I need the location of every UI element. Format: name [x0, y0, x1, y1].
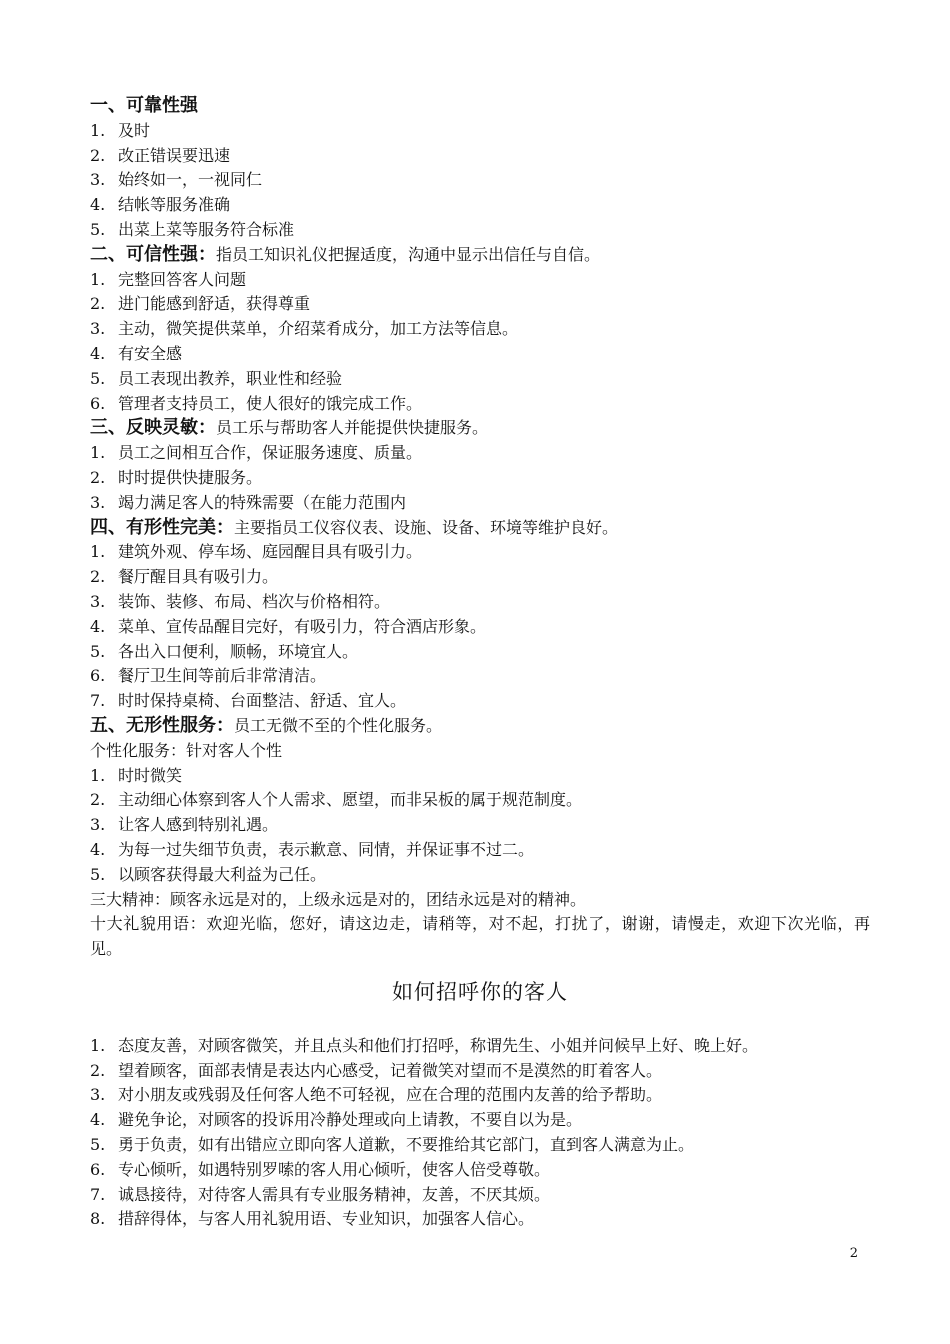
item-text: 及时 [118, 120, 151, 140]
list-item [90, 1133, 870, 1158]
item-text: 望着顾客，面部表情是表达内心感受，记着微笑对望而不是漠然的盯着客人。 [118, 1060, 663, 1080]
section-description: 员工乐与帮助客人并能提供快捷服务。 [216, 418, 489, 438]
section-1-heading-line [90, 94, 870, 119]
item-text: 装饰、装修、布局、档次与价格相符。 [118, 591, 391, 611]
item-text: 建筑外观、停车场、庭园醒目具有吸引力。 [118, 542, 423, 562]
ten-polite-phrases: 十大礼貌用语：欢迎光临，您好，请这边走，请稍等，对不起，打扰了，谢谢，请慢走，欢迎下次光临，再见。 [90, 914, 870, 959]
item-number: 5. [90, 864, 106, 884]
item-text: 管理者支持员工，使人很好的饿完成工作。 [118, 393, 423, 413]
section-description: 员工无微不至的个性化服务。 [234, 715, 443, 735]
item-number: 5. [90, 368, 106, 388]
item-text: 诚恳接待，对待客人需具有专业服务精神，友善，不厌其烦。 [118, 1184, 551, 1204]
item-text: 有安全感 [118, 343, 183, 363]
item-number: 3. [90, 319, 106, 339]
item-number: 2. [90, 294, 106, 314]
item-text: 主动，微笑提供菜单，介绍菜肴成分，加工方法等信息。 [118, 319, 519, 339]
item-number: 5. [90, 219, 106, 239]
item-number: 2. [90, 145, 106, 165]
list-item [90, 615, 870, 640]
item-text: 让客人感到特别礼遇。 [118, 815, 279, 835]
section-description: 主要指员工仪容仪表、设施、设备、环境等维护良好。 [234, 517, 619, 537]
item-text: 进门能感到舒适，获得尊重 [118, 294, 311, 314]
item-text: 员工之间相互合作，保证服务速度、质量。 [118, 443, 423, 463]
section-heading: 三、反映灵敏： [90, 417, 216, 439]
item-text: 始终如一，一视同仁 [118, 170, 263, 190]
list-item [90, 268, 870, 293]
item-number: 1. [90, 542, 106, 562]
section-5-heading-line [90, 714, 870, 739]
item-text: 以顾客获得最大利益为己任。 [118, 864, 327, 884]
item-text: 餐厅卫生间等前后非常清洁。 [118, 666, 327, 686]
section-heading: 五、无形性服务： [90, 714, 234, 736]
item-number: 4. [90, 616, 106, 636]
item-number: 7. [90, 691, 106, 711]
item-text: 各出入口便利，顺畅，环境宜人。 [118, 641, 359, 661]
guest-section-title: 如何招呼你的客人 [392, 979, 568, 1004]
item-number: 4. [90, 195, 106, 215]
item-text: 员工表现出教养，职业性和经验 [118, 368, 343, 388]
item-number: 3. [90, 1085, 106, 1105]
item-number: 2. [90, 567, 106, 587]
item-text: 时时保持桌椅、台面整洁、舒适、宜人。 [118, 691, 407, 711]
list-item [90, 664, 870, 689]
list-item [90, 168, 870, 193]
item-number: 1. [90, 120, 106, 140]
item-text: 时时提供快捷服务。 [118, 467, 263, 487]
list-item [90, 119, 870, 144]
list-item [90, 689, 870, 714]
personalized-intro: 个性化服务：针对客人个性 [90, 740, 283, 760]
item-number: 3. [90, 170, 106, 190]
list-item [90, 590, 870, 615]
item-number: 3. [90, 591, 106, 611]
list-item [90, 838, 870, 863]
section-2-heading-line [90, 243, 870, 268]
section-description: 指员工知识礼仪把握适度，沟通中显示出信任与自信。 [216, 244, 601, 264]
list-item [90, 342, 870, 367]
list-item [90, 1158, 870, 1183]
item-number: 1. [90, 1035, 106, 1055]
list-item [90, 565, 870, 590]
item-number: 5. [90, 1135, 106, 1155]
item-number: 2. [90, 790, 106, 810]
list-item [90, 367, 870, 392]
item-text: 竭力满足客人的特殊需要（在能力范围内 [118, 492, 407, 512]
item-text: 餐厅醒目具有吸引力。 [118, 567, 279, 587]
three-spirits: 三大精神：顾客永远是对的，上级永远是对的，团结永远是对的精神。 [90, 889, 587, 909]
item-text: 时时微笑 [118, 765, 183, 785]
list-item [90, 392, 870, 417]
item-number: 3. [90, 815, 106, 835]
item-text: 结帐等服务准确 [118, 195, 231, 215]
item-text: 完整回答客人问题 [118, 269, 247, 289]
item-text: 态度友善，对顾客微笑，并且点头和他们打招呼，称谓先生、小姐并问候早上好、晚上好。 [118, 1035, 759, 1055]
list-item [90, 292, 870, 317]
section-4-heading-line [90, 516, 870, 541]
item-number: 1. [90, 765, 106, 785]
item-number: 6. [90, 393, 106, 413]
item-number: 3. [90, 492, 106, 512]
item-number: 2. [90, 1060, 106, 1080]
document-page [90, 94, 870, 1232]
item-number: 2. [90, 467, 106, 487]
section-heading: 四、有形性完美： [90, 516, 234, 538]
list-item [90, 317, 870, 342]
list-item [90, 764, 870, 789]
item-number: 4. [90, 343, 106, 363]
list-item [90, 1059, 870, 1084]
item-number: 7. [90, 1184, 106, 1204]
list-item [90, 193, 870, 218]
list-item [90, 441, 870, 466]
item-text: 避免争论，对顾客的投诉用冷静处理或向上请教，不要自以为是。 [118, 1110, 583, 1130]
item-number: 8. [90, 1209, 106, 1229]
item-number: 6. [90, 1159, 106, 1179]
item-text: 改正错误要迅速 [118, 145, 231, 165]
item-text: 主动细心体察到客人个人需求、愿望，而非呆板的属于规范制度。 [118, 790, 583, 810]
item-number: 1. [90, 443, 106, 463]
list-item [90, 491, 870, 516]
item-text: 措辞得体，与客人用礼貌用语、专业知识，加强客人信心。 [118, 1209, 535, 1229]
item-text: 专心倾听，如遇特别罗嗦的客人用心倾听，使客人倍受尊敬。 [118, 1159, 551, 1179]
list-item [90, 1207, 870, 1232]
list-item [90, 466, 870, 491]
section-heading: 一、可靠性强 [90, 95, 198, 116]
item-number: 5. [90, 641, 106, 661]
page-number: 2 [849, 1246, 858, 1261]
list-item [90, 540, 870, 565]
list-item [90, 218, 870, 243]
section-heading: 二、可信性强： [90, 243, 216, 265]
item-text: 出菜上菜等服务符合标准 [118, 219, 295, 239]
item-text: 对小朋友或残弱及任何客人绝不可轻视，应在合理的范围内友善的给予帮助。 [118, 1085, 663, 1105]
list-item [90, 788, 870, 813]
list-item [90, 813, 870, 838]
list-item [90, 640, 870, 665]
item-text: 为每一过失细节负责，表示歉意、同情，并保证事不过二。 [118, 839, 535, 859]
list-item [90, 863, 870, 888]
list-item [90, 1034, 870, 1059]
list-item [90, 144, 870, 169]
item-text: 菜单、宣传品醒目完好，有吸引力，符合酒店形象。 [118, 616, 487, 636]
list-item [90, 1183, 870, 1208]
item-number: 6. [90, 666, 106, 686]
item-number: 4. [90, 839, 106, 859]
section-3-heading-line [90, 416, 870, 441]
item-text: 勇于负责，如有出错应立即向客人道歉，不要推给其它部门，直到客人满意为止。 [118, 1135, 695, 1155]
item-number: 4. [90, 1110, 106, 1130]
item-number: 1. [90, 269, 106, 289]
list-item [90, 1108, 870, 1133]
list-item [90, 1083, 870, 1108]
